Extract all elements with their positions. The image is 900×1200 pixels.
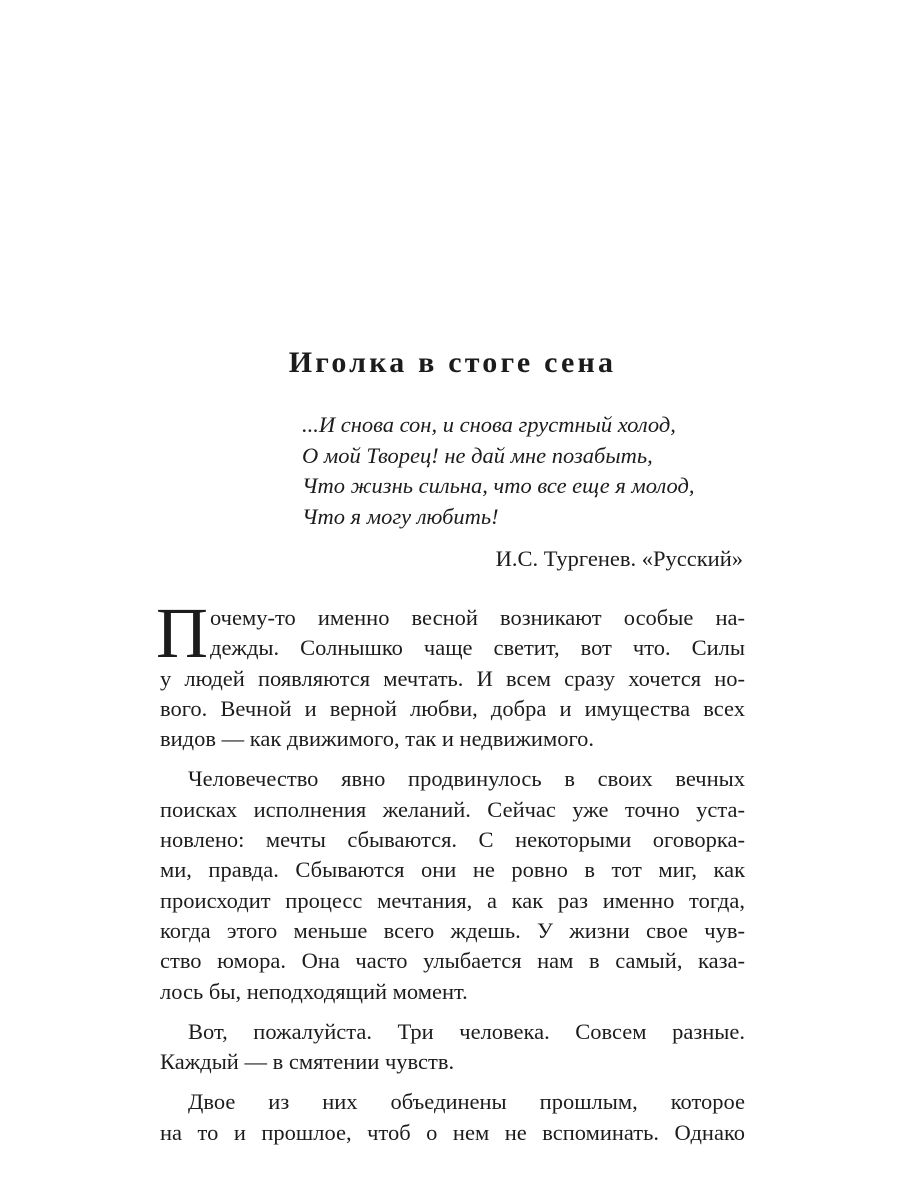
text-line: ми, правда. Сбываются они не ровно в тот миг, как	[160, 857, 745, 883]
epigraph-line: Что я могу любить!	[302, 503, 499, 529]
text-line: происходит процесс мечтания, а как раз именно тогда,	[160, 887, 745, 913]
text-line: Двое из них объединены прошлым, которое	[188, 1089, 745, 1115]
epigraph	[302, 410, 752, 532]
epigraph-line: ...И снова сон, и снова грустный холод,	[302, 412, 676, 437]
text-line: Вот, пожалуйста. Три человека. Совсем разные.	[188, 1018, 745, 1044]
paragraph	[160, 1087, 745, 1148]
text-line: лось бы, неподходящий момент.	[160, 978, 468, 1004]
text-line: дежды. Солнышко чаще светит, вот что. Силы	[210, 635, 745, 661]
text-line: новлено: мечты сбываются. С некоторыми оговорка-	[160, 827, 745, 853]
text-line: вого. Вечной и верной любви, добра и имущества всех	[160, 695, 745, 721]
text-line: на то и прошлое, чтоб о нем не вспоминать. Однако	[160, 1119, 745, 1145]
text-line: у людей появляются мечтать. И всем сразу хочется но-	[160, 665, 745, 691]
epigraph-line: О мой Творец! не дай мне позабыть,	[302, 442, 653, 468]
paragraph	[160, 764, 745, 1006]
text-line: ство юмора. Она часто улыбается нам в самый, каза-	[160, 948, 745, 974]
text-line: когда этого меньше всего ждешь. У жизни свое чув-	[160, 917, 745, 943]
text-line: Человечество явно продвинулось в своих вечных	[188, 766, 745, 792]
text-line: поисках исполнения желаний. Сейчас уже точно уста-	[160, 796, 745, 822]
body-text	[156, 593, 745, 1158]
text-line: Каждый — в смятении чувств.	[160, 1049, 455, 1075]
text-line: видов — как движимого, так и недвижимого.	[160, 726, 595, 752]
chapter-title: Иголка в стоге сена	[288, 346, 617, 379]
paragraph	[160, 1017, 745, 1078]
paragraph	[156, 593, 745, 754]
text-line: очему-то именно весной возникают особые на-	[210, 605, 745, 630]
epigraph-attribution: И.С. Тургенев. «Русский»	[495, 546, 743, 571]
epigraph-line: Что жизнь сильна, что все еще я молод,	[302, 473, 695, 498]
drop-cap: П	[156, 593, 208, 673]
